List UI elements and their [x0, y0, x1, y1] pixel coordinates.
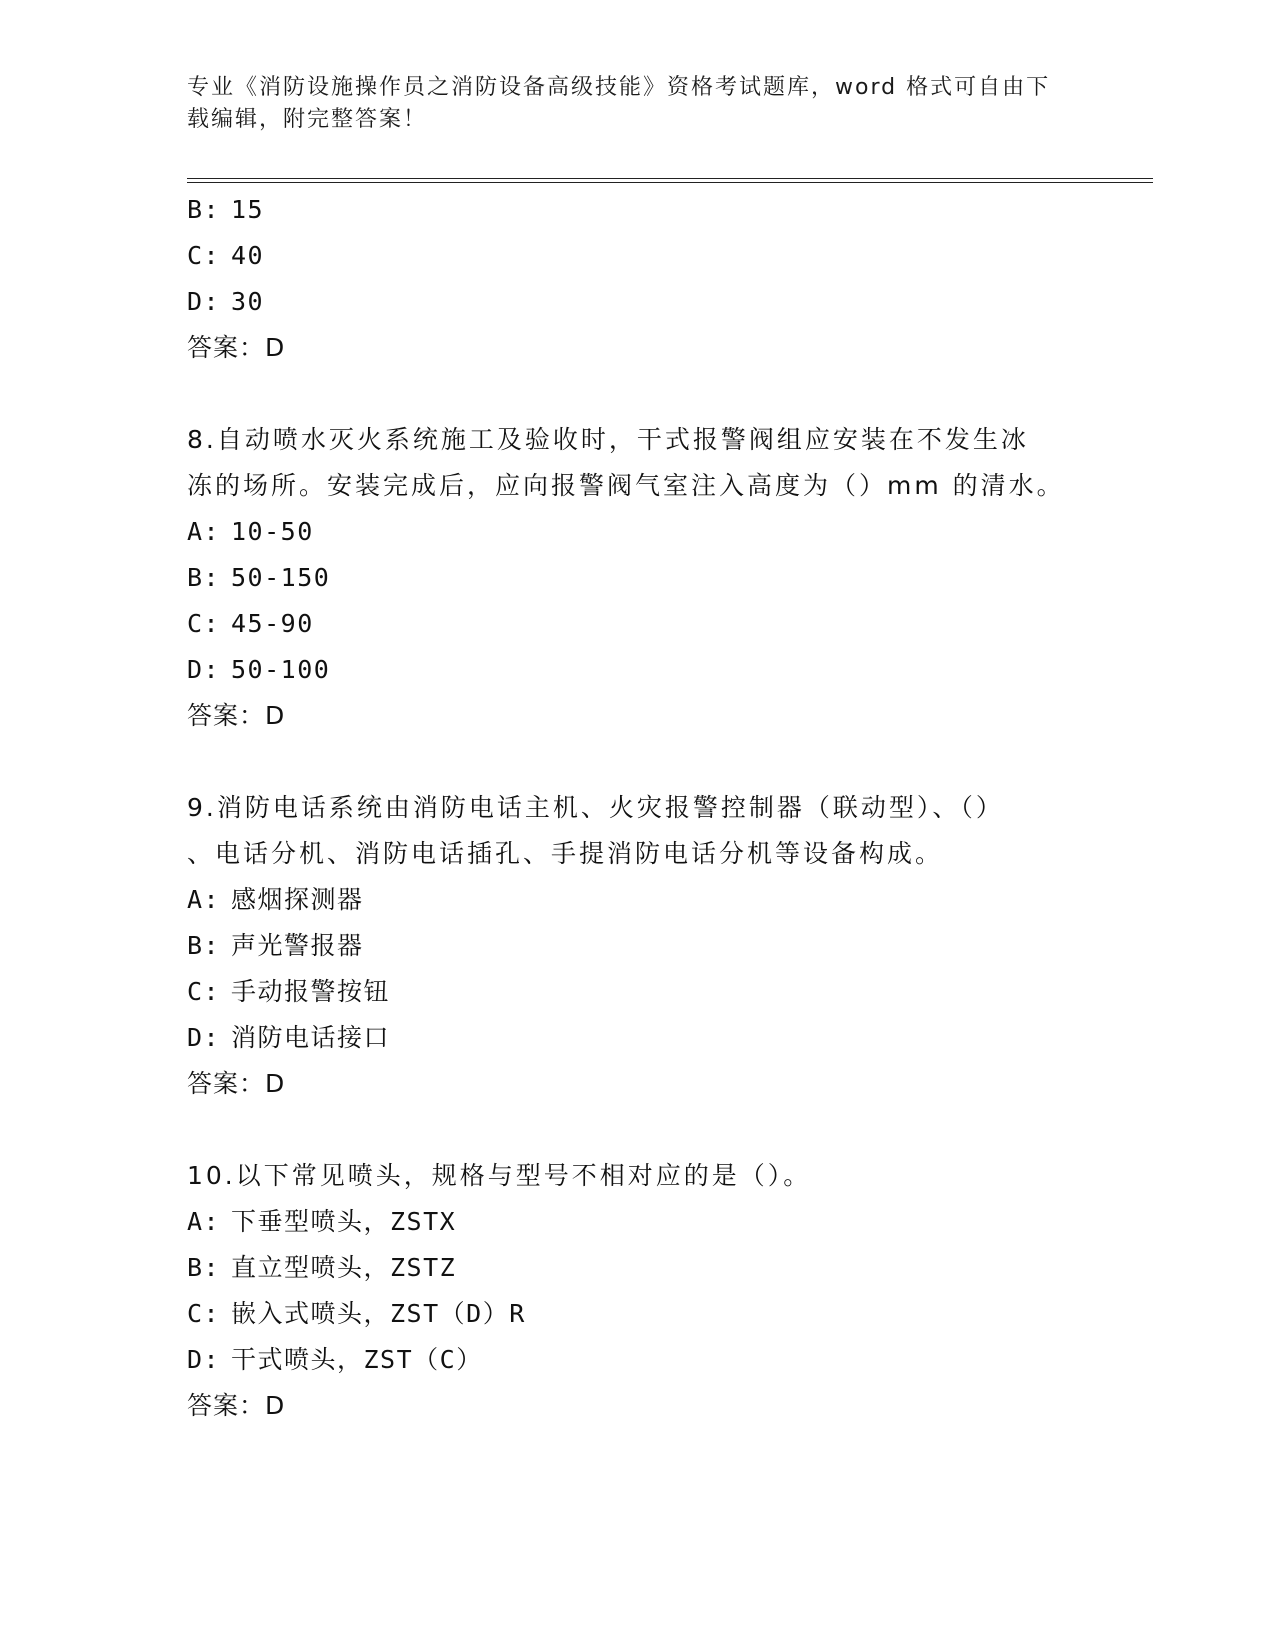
option-letter: C: [187, 977, 221, 1006]
option-a [187, 877, 1087, 923]
option-letter: A: [187, 1207, 221, 1236]
option-b [187, 555, 1087, 601]
option-text: 消防电话接口 [231, 1023, 391, 1052]
option-letter: B: [187, 195, 221, 224]
option-b [187, 1245, 1087, 1291]
option-c [187, 969, 1087, 1015]
spacer [187, 1107, 1087, 1153]
option-b [187, 187, 1087, 233]
option-text: 30 [231, 287, 265, 316]
option-text: 感烟探测器 [231, 885, 364, 914]
question-8 [187, 417, 1087, 739]
option-letter: D: [187, 655, 221, 684]
option-d [187, 1015, 1087, 1061]
option-text: 10-50 [231, 517, 314, 546]
option-text: 嵌入式喷头，ZST（D）R [231, 1299, 526, 1328]
question-list [187, 187, 1087, 1429]
option-letter: D: [187, 1023, 221, 1052]
option-letter: B: [187, 1253, 221, 1282]
header-divider-top [187, 178, 1153, 179]
option-text: 15 [231, 195, 265, 224]
header-line-2: 载编辑，附完整答案！ [187, 107, 428, 132]
option-text: 声光警报器 [231, 931, 364, 960]
option-letter: D: [187, 287, 221, 316]
option-d [187, 647, 1087, 693]
option-text: 干式喷头，ZST（C） [231, 1345, 483, 1374]
question-stem-line: 冻的场所。安装完成后，应向报警阀气室注入高度为（）mm 的清水。 [187, 471, 1065, 500]
option-text: 50-150 [231, 563, 331, 592]
answer-line: 答案：D [187, 1069, 286, 1098]
option-c [187, 1291, 1087, 1337]
option-letter: A: [187, 517, 221, 546]
spacer [187, 739, 1087, 785]
option-c [187, 233, 1087, 279]
option-letter: B: [187, 931, 221, 960]
header-line-1: 专业《消防设施操作员之消防设备高级技能》资格考试题库，word 格式可自由下 [187, 75, 1051, 100]
option-text: 50-100 [231, 655, 331, 684]
option-letter: C: [187, 241, 221, 270]
option-text: 下垂型喷头，ZSTX [231, 1207, 457, 1236]
option-a [187, 509, 1087, 555]
answer-line: 答案：D [187, 1391, 286, 1420]
option-text: 手动报警按钮 [231, 977, 391, 1006]
option-text: 40 [231, 241, 265, 270]
question-10 [187, 1153, 1087, 1429]
header-divider-bottom [187, 182, 1153, 183]
question-stem-line: 、电话分机、消防电话插孔、手提消防电话分机等设备构成。 [187, 839, 944, 868]
option-text: 直立型喷头，ZSTZ [231, 1253, 457, 1282]
option-letter: B: [187, 563, 221, 592]
question-stem-line: 10.以下常见喷头，规格与型号不相对应的是（）。 [187, 1161, 812, 1190]
question-stem-line: 9.消防电话系统由消防电话主机、火灾报警控制器（联动型）、（） [187, 793, 1004, 822]
answer-line: 答案：D [187, 701, 286, 730]
option-d [187, 1337, 1087, 1383]
option-letter: C: [187, 609, 221, 638]
answer-line: 答案：D [187, 333, 286, 362]
option-text: 45-90 [231, 609, 314, 638]
option-letter: C: [187, 1299, 221, 1328]
option-letter: A: [187, 885, 221, 914]
document-header [187, 72, 1067, 136]
option-b [187, 923, 1087, 969]
option-d [187, 279, 1087, 325]
option-c [187, 601, 1087, 647]
question-7-tail [187, 187, 1087, 371]
option-letter: D: [187, 1345, 221, 1374]
question-9 [187, 785, 1087, 1107]
option-a [187, 1199, 1087, 1245]
question-stem-line: 8.自动喷水灭火系统施工及验收时，干式报警阀组应安装在不发生冰 [187, 425, 1029, 454]
spacer [187, 371, 1087, 417]
